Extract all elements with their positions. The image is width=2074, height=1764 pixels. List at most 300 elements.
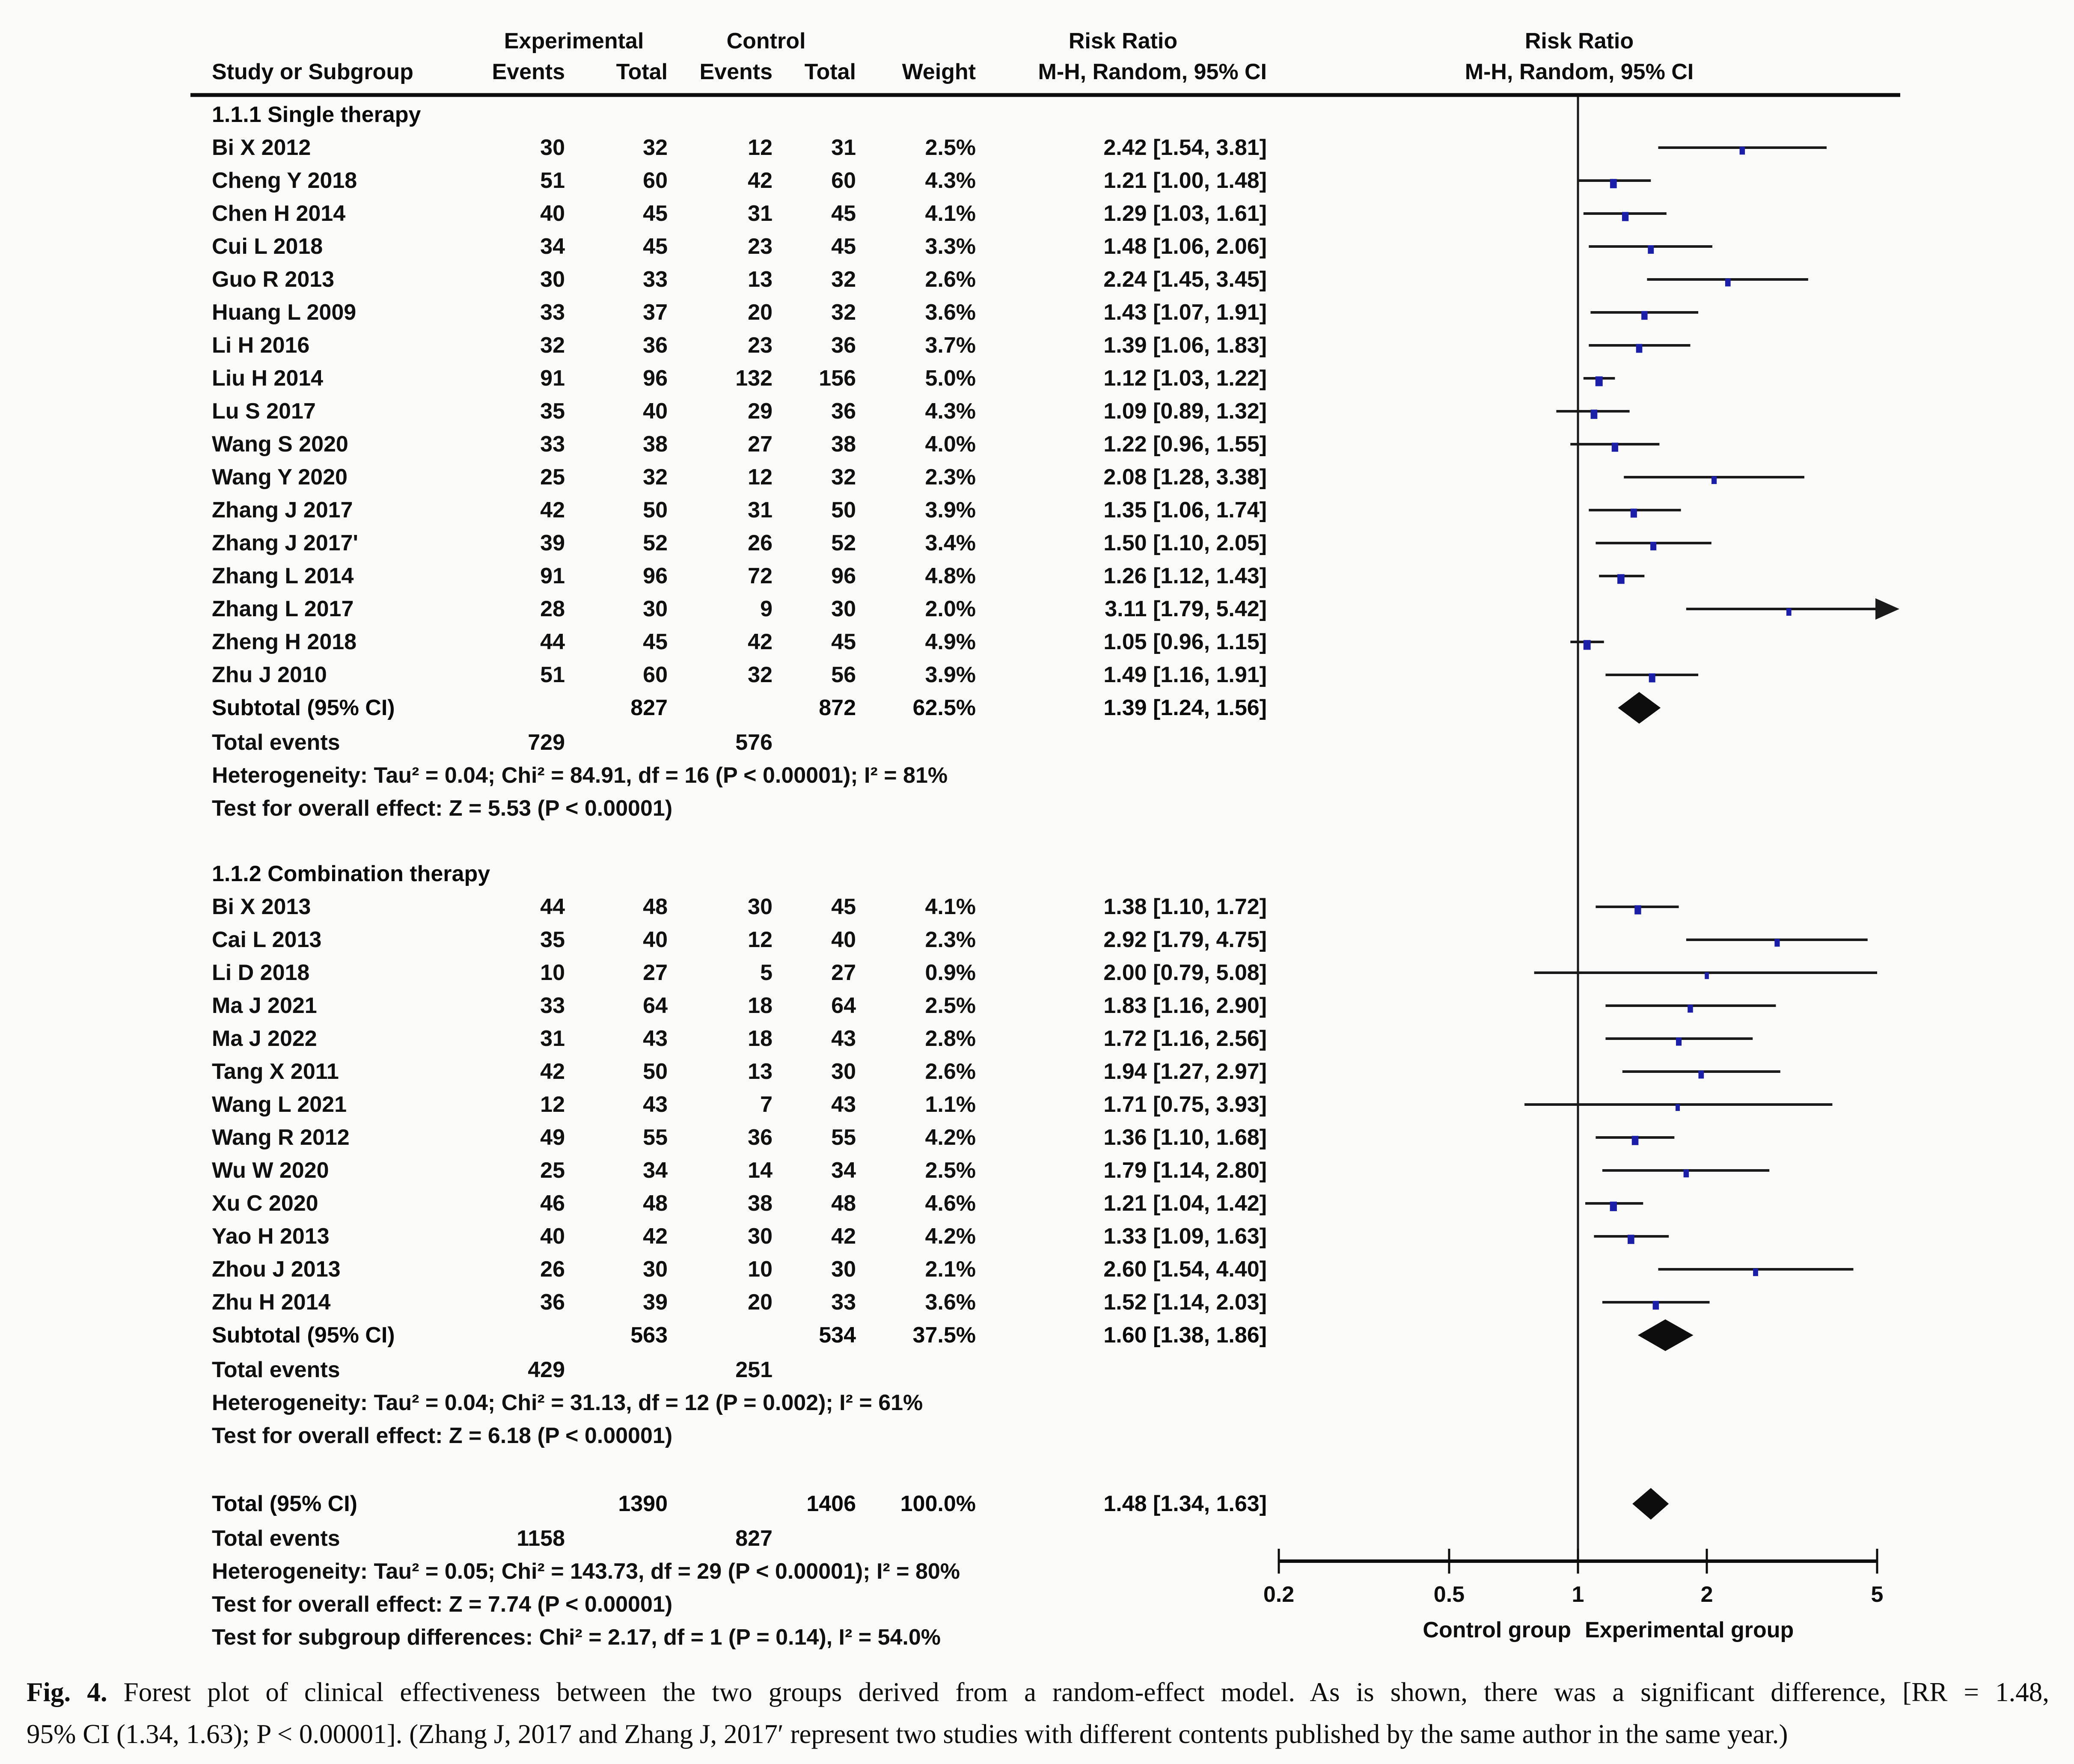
exp-total: 48 [643, 1191, 668, 1216]
ctl-events: 23 [748, 333, 773, 358]
study-name: Li H 2016 [212, 333, 310, 358]
ctl-events: 10 [748, 1257, 773, 1282]
rr-marker [1648, 245, 1654, 254]
exp-events: 51 [540, 662, 565, 687]
total-events-label: Total events [212, 730, 340, 755]
overall-effect-text: Test for overall effect: Z = 7.74 (P < 0.00001) [212, 1592, 673, 1617]
weight: 3.9% [925, 662, 976, 687]
rr-ci-text: 1.79 [1.14, 2.80] [1103, 1158, 1267, 1183]
exp-events: 42 [540, 498, 565, 523]
exp-events: 44 [540, 630, 565, 654]
weight: 3.7% [925, 333, 976, 358]
rr-ci-text: 1.33 [1.09, 1.63] [1103, 1224, 1267, 1249]
rr-ci-text: 1.36 [1.10, 1.68] [1103, 1125, 1267, 1150]
col-header-events-exp: Events [492, 59, 565, 84]
heterogeneity-text: Heterogeneity: Tau² = 0.04; Chi² = 84.91, df = 16 (P < 0.00001); I² = 81% [212, 763, 948, 788]
ctl-events: 30 [748, 1224, 773, 1249]
exp-total: 36 [643, 333, 668, 358]
study-name: Wang R 2012 [212, 1125, 350, 1150]
exp-total: 60 [643, 662, 668, 687]
study-name: Li D 2018 [212, 960, 310, 985]
ctl-total: 45 [831, 894, 856, 919]
ctl-total: 33 [831, 1290, 856, 1315]
grand-total-rr-ci: 1.48 [1.34, 1.63] [1103, 1491, 1267, 1516]
total-events-ctl: 251 [735, 1357, 773, 1382]
study-name: Xu C 2020 [212, 1191, 318, 1216]
ctl-total: 31 [831, 135, 856, 160]
weight: 2.5% [925, 135, 976, 160]
col-header-risk-ratio-right: Risk Ratio [1524, 29, 1634, 53]
study-name: Zhu J 2010 [212, 662, 327, 687]
subtotal-rr-ci: 1.60 [1.38, 1.86] [1103, 1323, 1267, 1348]
ctl-total: 34 [831, 1158, 856, 1183]
exp-events: 25 [540, 465, 565, 490]
subtotal-exp-total: 563 [630, 1323, 668, 1348]
study-name: Guo R 2013 [212, 267, 335, 292]
rr-marker [1641, 311, 1647, 320]
axis-tick-label: 1 [1572, 1582, 1584, 1607]
ctl-total: 36 [831, 399, 856, 424]
weight: 1.1% [925, 1092, 976, 1117]
rr-marker [1711, 476, 1717, 484]
exp-total: 32 [643, 465, 668, 490]
ctl-total: 45 [831, 234, 856, 259]
rr-marker [1688, 1005, 1693, 1013]
exp-total: 64 [643, 993, 668, 1018]
rr-ci-text: 1.26 [1.12, 1.43] [1103, 564, 1267, 588]
rr-ci-text: 1.22 [0.96, 1.55] [1103, 432, 1267, 457]
study-name: Cui L 2018 [212, 234, 323, 259]
study-name: Cheng Y 2018 [212, 168, 357, 193]
rr-ci-text: 2.00 [0.79, 5.08] [1103, 960, 1267, 985]
figure-caption-line2: 95% CI (1.34, 1.63); P < 0.00001]. (Zhang J, 2017 and Zhang J, 2017′ represent two studies with different contents published by the same author in the same year.) [27, 1719, 1788, 1749]
exp-events: 44 [540, 894, 565, 919]
subtotal-ctl-total: 534 [819, 1323, 856, 1348]
ctl-total: 55 [831, 1125, 856, 1150]
exp-total: 50 [643, 498, 668, 523]
subgroup-diff-text: Test for subgroup differences: Chi² = 2.17, df = 1 (P = 0.14), I² = 54.0% [212, 1625, 941, 1650]
rr-marker [1610, 179, 1617, 188]
weight: 4.9% [925, 630, 976, 654]
figure-caption-line1 [27, 1677, 2049, 1708]
ctl-events: 13 [748, 267, 773, 292]
rr-marker [1591, 410, 1598, 419]
subtotal-exp-total: 827 [630, 695, 668, 720]
col-header-total-ctl: Total [804, 59, 856, 84]
ctl-total: 42 [831, 1224, 856, 1249]
exp-events: 12 [540, 1092, 565, 1117]
exp-total: 38 [643, 432, 668, 457]
exp-total: 33 [643, 267, 668, 292]
exp-total: 42 [643, 1224, 668, 1249]
ctl-events: 14 [748, 1158, 773, 1183]
rr-ci-text: 2.60 [1.54, 4.40] [1103, 1257, 1267, 1282]
study-name: Bi X 2013 [212, 894, 311, 919]
weight: 2.8% [925, 1026, 976, 1051]
exp-events: 91 [540, 564, 565, 588]
exp-events: 33 [540, 432, 565, 457]
rr-marker [1676, 1037, 1682, 1045]
ctl-events: 12 [748, 465, 773, 490]
weight: 2.0% [925, 597, 976, 621]
total-events-ctl: 827 [735, 1526, 773, 1551]
exp-events: 34 [540, 234, 565, 259]
subgroup-title: 1.1.2 Combination therapy [212, 861, 490, 886]
rr-ci-text: 1.21 [1.00, 1.48] [1103, 168, 1267, 193]
study-name: Wang S 2020 [212, 432, 348, 457]
exp-total: 50 [643, 1059, 668, 1084]
exp-total: 30 [643, 597, 668, 621]
study-name: Zhu H 2014 [212, 1290, 331, 1315]
study-name: Wang L 2021 [212, 1092, 347, 1117]
weight: 4.1% [925, 201, 976, 226]
ctl-total: 27 [831, 960, 856, 985]
study-name: Ma J 2021 [212, 993, 317, 1018]
exp-total: 40 [643, 399, 668, 424]
weight: 2.6% [925, 267, 976, 292]
ctl-events: 29 [748, 399, 773, 424]
rr-ci-text: 1.09 [0.89, 1.32] [1103, 399, 1267, 424]
ctl-events: 31 [748, 498, 773, 523]
study-name: Zhang J 2017' [212, 531, 358, 555]
study-name: Yao H 2013 [212, 1224, 330, 1249]
weight: 3.3% [925, 234, 976, 259]
exp-total: 45 [643, 234, 668, 259]
exp-events: 51 [540, 168, 565, 193]
rr-ci-text: 1.50 [1.10, 2.05] [1103, 531, 1267, 555]
grand-total-exp: 1390 [618, 1491, 668, 1516]
ctl-total: 45 [831, 201, 856, 226]
rr-marker [1628, 1235, 1634, 1244]
subtotal-diamond [1618, 692, 1661, 724]
exp-total: 43 [643, 1026, 668, 1051]
ctl-events: 132 [735, 366, 773, 391]
exp-events: 40 [540, 1224, 565, 1249]
rr-marker [1631, 508, 1637, 517]
overall-effect-text: Test for overall effect: Z = 6.18 (P < 0.00001) [212, 1423, 673, 1448]
ctl-events: 32 [748, 662, 773, 687]
rr-marker [1684, 1170, 1689, 1178]
rr-ci-text: 1.52 [1.14, 2.03] [1103, 1290, 1267, 1315]
exp-total: 52 [643, 531, 668, 555]
study-name: Zhang L 2017 [212, 597, 354, 621]
rr-marker [1740, 147, 1745, 155]
study-name: Tang X 2011 [212, 1059, 339, 1084]
rr-ci-text: 2.92 [1.79, 4.75] [1103, 927, 1267, 952]
weight: 4.2% [925, 1125, 976, 1150]
rr-marker [1612, 442, 1618, 451]
rr-ci-text: 1.21 [1.04, 1.42] [1103, 1191, 1267, 1216]
rr-marker [1676, 1104, 1680, 1111]
ctl-total: 30 [831, 1257, 856, 1282]
exp-events: 91 [540, 366, 565, 391]
ctl-events: 27 [748, 432, 773, 457]
rr-ci-text: 1.29 [1.03, 1.61] [1103, 201, 1267, 226]
rr-marker [1632, 1136, 1639, 1145]
exp-events: 33 [540, 300, 565, 325]
rr-ci-text: 1.38 [1.10, 1.72] [1103, 894, 1267, 919]
study-name: Wang Y 2020 [212, 465, 348, 490]
ctl-total: 38 [831, 432, 856, 457]
weight: 2.1% [925, 1257, 976, 1282]
ctl-events: 36 [748, 1125, 773, 1150]
ctl-total: 56 [831, 662, 856, 687]
ctl-events: 72 [748, 564, 773, 588]
exp-total: 45 [643, 630, 668, 654]
exp-total: 27 [643, 960, 668, 985]
study-name: Zheng H 2018 [212, 630, 357, 654]
ctl-total: 32 [831, 300, 856, 325]
ctl-events: 7 [760, 1092, 773, 1117]
ctl-total: 96 [831, 564, 856, 588]
axis-tick-label: 2 [1700, 1582, 1713, 1607]
ci-arrow-right [1875, 598, 1899, 620]
ctl-events: 38 [748, 1191, 773, 1216]
exp-total: 55 [643, 1125, 668, 1150]
study-name: Zhou J 2013 [212, 1257, 341, 1282]
overall-effect-text: Test for overall effect: Z = 5.53 (P < 0.00001) [212, 796, 673, 821]
ctl-events: 9 [760, 597, 773, 621]
rr-ci-text: 1.48 [1.06, 2.06] [1103, 234, 1267, 259]
weight: 2.5% [925, 1158, 976, 1183]
exp-events: 35 [540, 927, 565, 952]
weight: 2.5% [925, 993, 976, 1018]
weight: 3.6% [925, 1290, 976, 1315]
ctl-total: 36 [831, 333, 856, 358]
rr-ci-text: 3.11 [1.79, 5.42] [1105, 597, 1267, 621]
subtotal-rr-ci: 1.39 [1.24, 1.56] [1103, 695, 1267, 720]
col-header-experimental: Experimental [504, 29, 644, 53]
rr-ci-text: 1.39 [1.06, 1.83] [1103, 333, 1267, 358]
ctl-total: 50 [831, 498, 856, 523]
exp-total: 39 [643, 1290, 668, 1315]
axis-label-control: Control group [1423, 1618, 1571, 1642]
exp-total: 32 [643, 135, 668, 160]
col-header-events-ctl: Events [699, 59, 773, 84]
study-name: Zhang L 2014 [212, 564, 354, 588]
exp-events: 30 [540, 267, 565, 292]
rr-ci-text: 1.94 [1.27, 2.97] [1103, 1059, 1267, 1084]
ctl-total: 43 [831, 1092, 856, 1117]
rr-marker [1634, 905, 1641, 914]
ctl-events: 42 [748, 630, 773, 654]
ctl-events: 23 [748, 234, 773, 259]
weight: 4.3% [925, 399, 976, 424]
exp-total: 37 [643, 300, 668, 325]
col-header-study: Study or Subgroup [212, 59, 413, 84]
ctl-total: 52 [831, 531, 856, 555]
rr-ci-text: 1.12 [1.03, 1.22] [1103, 366, 1267, 391]
axis-label-experimental: Experimental group [1585, 1618, 1794, 1642]
col-header-weight: Weight [902, 59, 976, 84]
ctl-total: 156 [819, 366, 856, 391]
ctl-events: 42 [748, 168, 773, 193]
weight: 3.4% [925, 531, 976, 555]
rr-marker [1650, 542, 1656, 550]
ctl-total: 32 [831, 465, 856, 490]
rr-ci-text: 1.83 [1.16, 2.90] [1103, 993, 1267, 1018]
rr-marker [1753, 1268, 1758, 1276]
exp-total: 30 [643, 1257, 668, 1282]
subtotal-weight: 62.5% [912, 695, 976, 720]
rr-marker [1653, 1301, 1659, 1310]
weight: 4.0% [925, 432, 976, 457]
exp-events: 39 [540, 531, 565, 555]
weight: 4.8% [925, 564, 976, 588]
total-events-exp: 429 [528, 1357, 565, 1382]
exp-total: 96 [643, 564, 668, 588]
study-name: Ma J 2022 [212, 1026, 317, 1051]
weight: 5.0% [925, 366, 976, 391]
figure-label: Fig. 4. [27, 1677, 107, 1707]
rr-ci-text: 2.42 [1.54, 3.81] [1103, 135, 1267, 160]
weight: 2.3% [925, 927, 976, 952]
subtotal-label: Subtotal (95% CI) [212, 695, 395, 720]
exp-total: 40 [643, 927, 668, 952]
rr-marker [1610, 1202, 1617, 1211]
heterogeneity-text: Heterogeneity: Tau² = 0.04; Chi² = 31.13, df = 12 (P = 0.002); I² = 61% [212, 1390, 923, 1415]
rr-marker [1705, 972, 1709, 979]
exp-events: 42 [540, 1059, 565, 1084]
weight: 4.2% [925, 1224, 976, 1249]
weight: 2.6% [925, 1059, 976, 1084]
ctl-events: 30 [748, 894, 773, 919]
study-name: Chen H 2014 [212, 201, 346, 226]
weight: 0.9% [925, 960, 976, 985]
subtotal-label: Subtotal (95% CI) [212, 1323, 395, 1348]
exp-events: 35 [540, 399, 565, 424]
study-name: Lu S 2017 [212, 399, 316, 424]
exp-events: 30 [540, 135, 565, 160]
rr-marker [1636, 344, 1643, 353]
col-header-risk-ratio-left: Risk Ratio [1068, 29, 1178, 53]
axis-tick-label: 0.2 [1263, 1582, 1295, 1607]
exp-total: 43 [643, 1092, 668, 1117]
exp-events: 31 [540, 1026, 565, 1051]
col-header-control: Control [726, 29, 806, 53]
exp-events: 10 [540, 960, 565, 985]
exp-total: 96 [643, 366, 668, 391]
rr-ci-text: 1.35 [1.06, 1.74] [1103, 498, 1267, 523]
rr-marker [1617, 574, 1625, 584]
weight: 4.6% [925, 1191, 976, 1216]
weight: 2.3% [925, 465, 976, 490]
ctl-events: 20 [748, 300, 773, 325]
axis-tick-label: 5 [1871, 1582, 1884, 1607]
caption-text-1: Forest plot of clinical effectiveness between the two groups derived from a random-effect model. As is shown, there was a significant difference, [RR = 1.48, [123, 1677, 2049, 1707]
total-diamond [1632, 1488, 1669, 1520]
ctl-total: 43 [831, 1026, 856, 1051]
rr-ci-text: 1.49 [1.16, 1.91] [1103, 662, 1267, 687]
rr-marker [1698, 1071, 1704, 1079]
ctl-events: 18 [748, 993, 773, 1018]
subgroup-title: 1.1.1 Single therapy [212, 102, 421, 127]
grand-total-label: Total (95% CI) [212, 1491, 357, 1516]
ctl-total: 30 [831, 1059, 856, 1084]
total-events-ctl: 576 [735, 730, 773, 755]
exp-events: 49 [540, 1125, 565, 1150]
study-name: Huang L 2009 [212, 300, 357, 325]
grand-total-ctl: 1406 [806, 1491, 856, 1516]
ctl-events: 12 [748, 135, 773, 160]
ctl-total: 60 [831, 168, 856, 193]
ctl-events: 26 [748, 531, 773, 555]
total-events-label: Total events [212, 1357, 340, 1382]
exp-events: 46 [540, 1191, 565, 1216]
grand-total-weight: 100.0% [900, 1491, 976, 1516]
exp-events: 32 [540, 333, 565, 358]
weight: 4.1% [925, 894, 976, 919]
ctl-events: 20 [748, 1290, 773, 1315]
exp-events: 25 [540, 1158, 565, 1183]
ctl-total: 30 [831, 597, 856, 621]
ctl-events: 31 [748, 201, 773, 226]
ctl-events: 5 [760, 960, 773, 985]
ctl-events: 12 [748, 927, 773, 952]
col-header-mh-right: M-H, Random, 95% CI [1465, 59, 1694, 84]
rr-ci-text: 2.24 [1.45, 3.45] [1103, 267, 1267, 292]
axis-tick-label: 0.5 [1433, 1582, 1465, 1607]
exp-events: 26 [540, 1257, 565, 1282]
exp-total: 60 [643, 168, 668, 193]
rr-marker [1774, 939, 1780, 947]
study-name: Zhang J 2017 [212, 498, 353, 523]
exp-events: 36 [540, 1290, 565, 1315]
subtotal-ctl-total: 872 [819, 695, 856, 720]
ctl-total: 32 [831, 267, 856, 292]
study-name: Liu H 2014 [212, 366, 324, 391]
ctl-total: 45 [831, 630, 856, 654]
exp-total: 34 [643, 1158, 668, 1183]
col-header-mh-left: M-H, Random, 95% CI [1038, 59, 1267, 84]
rr-ci-text: 1.43 [1.07, 1.91] [1103, 300, 1267, 325]
exp-total: 48 [643, 894, 668, 919]
rr-ci-text: 1.72 [1.16, 2.56] [1103, 1026, 1267, 1051]
rr-marker [1596, 377, 1603, 386]
weight: 4.3% [925, 168, 976, 193]
col-header-total-exp: Total [616, 59, 668, 84]
rr-ci-text: 1.71 [0.75, 3.93] [1103, 1092, 1267, 1117]
ctl-total: 40 [831, 927, 856, 952]
exp-events: 28 [540, 597, 565, 621]
study-name: Wu W 2020 [212, 1158, 329, 1183]
exp-events: 40 [540, 201, 565, 226]
rr-marker [1725, 279, 1731, 287]
ctl-events: 18 [748, 1026, 773, 1051]
ctl-total: 48 [831, 1191, 856, 1216]
total-events-exp: 1158 [517, 1526, 565, 1551]
rr-marker [1786, 608, 1792, 616]
subtotal-weight: 37.5% [912, 1323, 976, 1348]
rr-ci-text: 2.08 [1.28, 3.38] [1103, 465, 1267, 490]
study-name: Bi X 2012 [212, 135, 311, 160]
ctl-total: 64 [831, 993, 856, 1018]
rr-marker [1622, 212, 1628, 221]
total-events-exp: 729 [528, 730, 565, 755]
exp-total: 45 [643, 201, 668, 226]
weight: 3.9% [925, 498, 976, 523]
subtotal-diamond [1638, 1319, 1694, 1351]
weight: 3.6% [925, 300, 976, 325]
ctl-events: 13 [748, 1059, 773, 1084]
rr-ci-text: 1.05 [0.96, 1.15] [1103, 630, 1267, 654]
rr-marker [1584, 640, 1591, 650]
heterogeneity-text: Heterogeneity: Tau² = 0.05; Chi² = 143.73, df = 29 (P < 0.00001); I² = 80% [212, 1559, 960, 1584]
exp-events: 33 [540, 993, 565, 1018]
rr-marker [1649, 673, 1655, 682]
total-events-label: Total events [212, 1526, 340, 1551]
study-name: Cai L 2013 [212, 927, 322, 952]
